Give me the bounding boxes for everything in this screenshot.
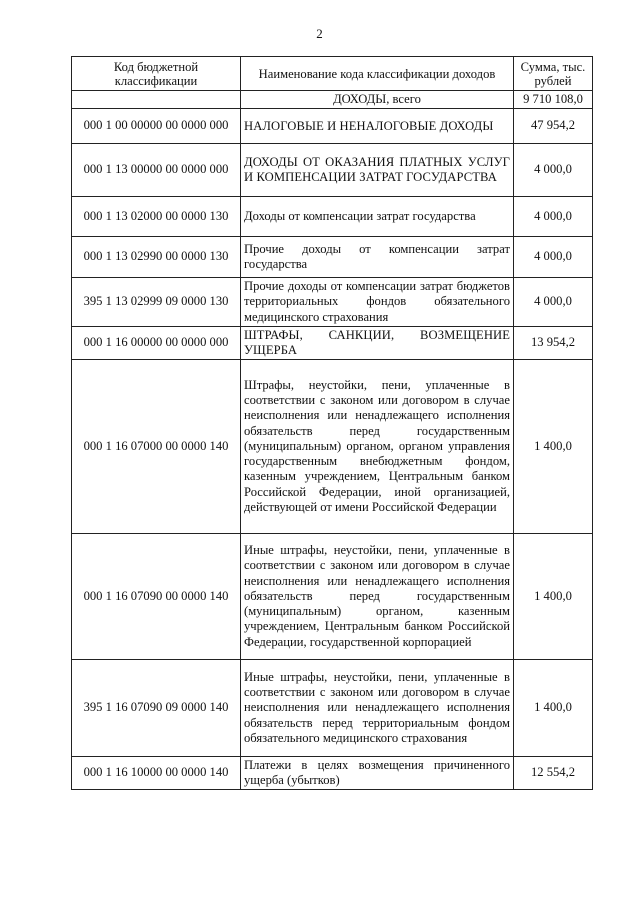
row-name: Штрафы, неустойки, пени, уплаченные в соответствии с законом или договором в случае неисполнения или ненадлежащего исполнения обязательств перед государственным (муниципальным) органом, органом управления государственным внебюджетным фондом, казенным учреждением, Центральным банком Российской Федерации, иной организацией, действующей от имени Российской Федерации <box>241 360 514 534</box>
total-code-cell <box>72 91 241 109</box>
row-code: 000 1 16 07000 00 0000 140 <box>72 360 241 534</box>
row-sum: 13 954,2 <box>514 327 593 360</box>
row-sum: 12 554,2 <box>514 757 593 790</box>
row-code: 000 1 16 07090 00 0000 140 <box>72 534 241 660</box>
table-row <box>72 278 593 327</box>
table-row <box>72 360 593 534</box>
table-row <box>72 757 593 790</box>
row-code: 395 1 16 07090 09 0000 140 <box>72 660 241 757</box>
row-name: Иные штрафы, неустойки, пени, уплаченные в соответствии с законом или договором в случае неисполнения или ненадлежащего исполнения обязательств перед территориальным фондом обязательного медицинского страхования <box>241 660 514 757</box>
row-sum: 4 000,0 <box>514 278 593 327</box>
row-name: Платежи в целях возмещения причиненного ущерба (убытков) <box>241 757 514 790</box>
row-name: Прочие доходы от компенсации затрат бюджетов территориальных фондов обязательного медицинского страхования <box>241 278 514 327</box>
row-sum: 1 400,0 <box>514 660 593 757</box>
row-name: ШТРАФЫ, САНКЦИИ, ВОЗМЕЩЕНИЕ УЩЕРБА <box>241 327 514 360</box>
row-name: ДОХОДЫ ОТ ОКАЗАНИЯ ПЛАТНЫХ УСЛУГ И КОМПЕНСАЦИИ ЗАТРАТ ГОСУДАРСТВА <box>241 144 514 197</box>
row-sum: 1 400,0 <box>514 360 593 534</box>
row-sum: 4 000,0 <box>514 144 593 197</box>
header-sum: Сумма, тыс. рублей <box>514 57 593 91</box>
row-sum: 4 000,0 <box>514 237 593 278</box>
row-code: 000 1 16 00000 00 0000 000 <box>72 327 241 360</box>
row-code: 395 1 13 02999 09 0000 130 <box>72 278 241 327</box>
table-header-row <box>72 57 593 91</box>
total-sum: 9 710 108,0 <box>514 91 593 109</box>
row-name: Доходы от компенсации затрат государства <box>241 197 514 237</box>
table-row <box>72 327 593 360</box>
header-code: Код бюджетной классификации <box>72 57 241 91</box>
row-code: 000 1 00 00000 00 0000 000 <box>72 109 241 144</box>
total-row <box>72 91 593 109</box>
page-number: 2 <box>316 26 323 41</box>
table-row <box>72 144 593 197</box>
table-row <box>72 237 593 278</box>
row-sum: 1 400,0 <box>514 534 593 660</box>
table-row <box>72 109 593 144</box>
row-code: 000 1 16 10000 00 0000 140 <box>72 757 241 790</box>
table-row <box>72 534 593 660</box>
row-sum: 47 954,2 <box>514 109 593 144</box>
table-row <box>72 660 593 757</box>
row-code: 000 1 13 00000 00 0000 000 <box>72 144 241 197</box>
row-code: 000 1 13 02000 00 0000 130 <box>72 197 241 237</box>
row-name: Иные штрафы, неустойки, пени, уплаченные в соответствии с законом или договором в случае неисполнения или ненадлежащего исполнения обязательств перед государственным (муниципальным) органом, казенным учреждением, Центральным банком Российской Федерации, государственной корпорацией <box>241 534 514 660</box>
table-row <box>72 197 593 237</box>
header-name: Наименование кода классификации доходов <box>241 57 514 91</box>
row-name: НАЛОГОВЫЕ И НЕНАЛОГОВЫЕ ДОХОДЫ <box>241 109 514 144</box>
total-label: ДОХОДЫ, всего <box>241 91 514 109</box>
row-sum: 4 000,0 <box>514 197 593 237</box>
row-name: Прочие доходы от компенсации затрат государства <box>241 237 514 278</box>
budget-revenue-table <box>71 56 593 790</box>
row-code: 000 1 13 02990 00 0000 130 <box>72 237 241 278</box>
